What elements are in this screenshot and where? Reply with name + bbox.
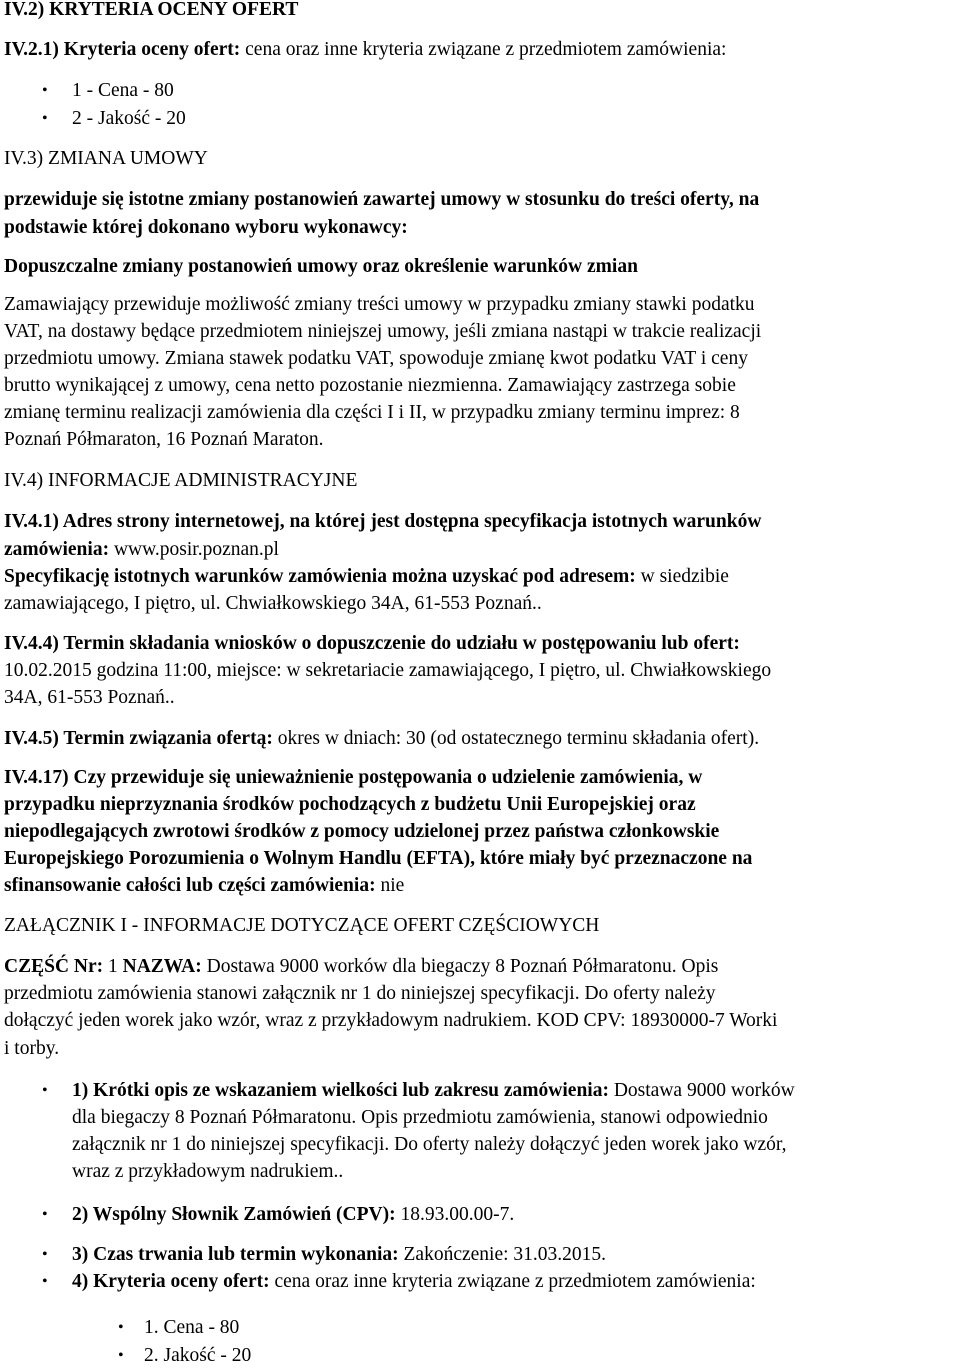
sub-list-item <box>0 1314 960 1342</box>
part-label: CZĘŚĆ Nr: <box>4 956 104 977</box>
list-item <box>0 1268 960 1296</box>
list-item-text <box>72 1241 606 1269</box>
address-value: www.posir.poznan.pl <box>109 539 279 560</box>
item-value: cena oraz inne kryteria związane z przedmiotem zamówienia: <box>269 1271 756 1292</box>
section-heading: IV.3) ZMIANA UMOWY <box>4 148 208 169</box>
item-value: 18.93.00.00-7. <box>395 1204 515 1225</box>
sub-heading: Dopuszczalne zmiany postanowień umowy oraz określenie warunków zmian <box>4 256 638 277</box>
question-line: przewiduje się istotne zmiany postanowień zawartej umowy w stosunku do treści oferty, na <box>4 189 760 210</box>
eu-label: sfinansowanie całości lub części zamówienia: <box>4 875 376 896</box>
sub-list-item <box>0 1342 960 1365</box>
eu-line <box>4 872 404 900</box>
binding-label: IV.4.5) Termin związania ofertą: <box>4 728 273 749</box>
annex-heading: ZAŁĄCZNIK I - INFORMACJE DOTYCZĄCE OFERT CZĘŚCIOWYCH <box>4 915 600 936</box>
deadline-value: 10.02.2015 godzina 11:00, miejsce: w sekretariacie zamawiającego, I piętro, ul. Chwiałkowskiego <box>4 660 772 681</box>
item-label: 2) Wspólny Słownik Zamówień (CPV): <box>72 1204 396 1225</box>
paragraph-line: przedmiotu umowy. Zmiana stawek podatku VAT, spowoduje zmianę kwot podatku VAT i ceny <box>4 348 748 369</box>
item-label: 3) Czas trwania lub termin wykonania: <box>72 1244 399 1265</box>
paragraph-line: zmianę terminu realizacji zamówienia dla części I i II, w przypadku zmiany terminu imprez: 8 <box>4 402 740 423</box>
spec-line <box>4 563 729 591</box>
list-item-text: 1 - Cena - 80 <box>72 80 174 101</box>
list-item <box>0 1201 960 1229</box>
list-item <box>0 105 960 133</box>
bullet-icon: • <box>118 1347 124 1364</box>
eu-line: przypadku nieprzyznania środków pochodzących z budżetu Unii Europejskiej oraz <box>4 794 696 815</box>
eu-line: Europejskiego Porozumienia o Wolnym Handlu (EFTA), które miały być przeznaczone na <box>4 848 753 869</box>
description-line: i torby. <box>4 1038 60 1059</box>
list-item <box>0 1077 960 1105</box>
spec-line: zamawiającego, I piętro, ul. Chwiałkowskiego 34A, 61-553 Poznań.. <box>4 593 542 614</box>
item-value: Zakończenie: 31.03.2015. <box>398 1244 607 1265</box>
item-label: 4) Kryteria oceny ofert: <box>72 1271 270 1292</box>
list-item-text <box>72 1201 514 1229</box>
name-value: Dostawa 9000 worków dla biegaczy 8 Poznań Półmaratonu. Opis <box>201 956 719 977</box>
bullet-icon: • <box>42 1082 48 1099</box>
sub-list-item-text: 1. Cena - 80 <box>144 1317 240 1338</box>
paragraph-line: Zamawiający przewiduje możliwość zmiany treści umowy w przypadku zmiany stawki podatku <box>4 294 755 315</box>
list-item-text <box>72 1268 756 1296</box>
bullet-icon: • <box>42 1246 48 1263</box>
section-heading: IV.4) INFORMACJE ADMINISTRACYJNE <box>4 470 358 491</box>
criteria-line <box>4 36 726 64</box>
sub-list-item-text: 2. Jakość - 20 <box>144 1345 252 1366</box>
address-label: zamówienia: <box>4 539 110 560</box>
list-item-continuation: dla biegaczy 8 Poznań Półmaratonu. Opis przedmiotu zamówienia, stanowi odpowiednio <box>72 1107 768 1128</box>
list-item-continuation: załącznik nr 1 do niniejszej specyfikacji. Do oferty należy dołączyć jeden worek jako wzór, <box>72 1134 787 1155</box>
deadline-value: 34A, 61-553 Poznań.. <box>4 687 175 708</box>
binding-line <box>4 725 759 753</box>
part-number: 1 <box>103 956 123 977</box>
bullet-icon: • <box>42 82 48 99</box>
list-item-text: 2 - Jakość - 20 <box>72 108 186 129</box>
spec-value: w siedzibie <box>635 566 729 587</box>
address-line <box>4 536 279 564</box>
bullet-icon: • <box>42 110 48 127</box>
list-item <box>0 77 960 105</box>
section-heading: IV.2) KRYTERIA OCENY OFERT <box>4 0 299 20</box>
spec-label: Specyfikację istotnych warunków zamówienia można uzyskać pod adresem: <box>4 566 636 587</box>
list-item-continuation: wraz z przykładowym nadrukiem.. <box>72 1161 344 1182</box>
eu-line: IV.4.17) Czy przewiduje się unieważnienie postępowania o udzielenie zamówienia, w <box>4 767 703 788</box>
list-item <box>0 1241 960 1269</box>
part-line <box>4 953 718 981</box>
list-item-text <box>72 1077 795 1105</box>
criteria-label: IV.2.1) Kryteria oceny ofert: <box>4 39 241 60</box>
bullet-icon: • <box>118 1319 124 1336</box>
paragraph-line: brutto wynikającej z umowy, cena netto pozostanie niezmienna. Zamawiający zastrzega sobie <box>4 375 736 396</box>
question-line: podstawie której dokonano wyboru wykonawcy: <box>4 217 408 238</box>
address-label: IV.4.1) Adres strony internetowej, na której jest dostępna specyfikacja istotnych warunków <box>4 511 762 532</box>
binding-value: okres w dniach: 30 (od ostatecznego terminu składania ofert). <box>272 728 760 749</box>
description-line: przedmiotu zamówienia stanowi załącznik nr 1 do niniejszej specyfikacji. Do oferty należy <box>4 983 716 1004</box>
eu-value: nie <box>375 875 405 896</box>
description-line: dołączyć jeden worek jako wzór, wraz z przykładowym nadrukiem. KOD CPV: 18930000-7 Worki <box>4 1010 778 1031</box>
paragraph-line: Poznań Półmaraton, 16 Poznań Maraton. <box>4 429 324 450</box>
item-label: 1) Krótki opis ze wskazaniem wielkości lub zakresu zamówienia: <box>72 1080 609 1101</box>
bullet-icon: • <box>42 1273 48 1290</box>
deadline-label: IV.4.4) Termin składania wniosków o dopuszczenie do udziału w postępowaniu lub ofert: <box>4 633 740 654</box>
name-label: NAZWA: <box>122 956 202 977</box>
bullet-icon: • <box>42 1206 48 1223</box>
paragraph-line: VAT, na dostawy będące przedmiotem niniejszej umowy, jeśli zmiana nastąpi w trakcie realizacji <box>4 321 762 342</box>
criteria-text: cena oraz inne kryteria związane z przedmiotem zamówienia: <box>240 39 727 60</box>
eu-line: niepodlegających zwrotowi środków z pomocy udzielonej przez państwa członkowskie <box>4 821 720 842</box>
item-value: Dostawa 9000 worków <box>608 1080 795 1101</box>
